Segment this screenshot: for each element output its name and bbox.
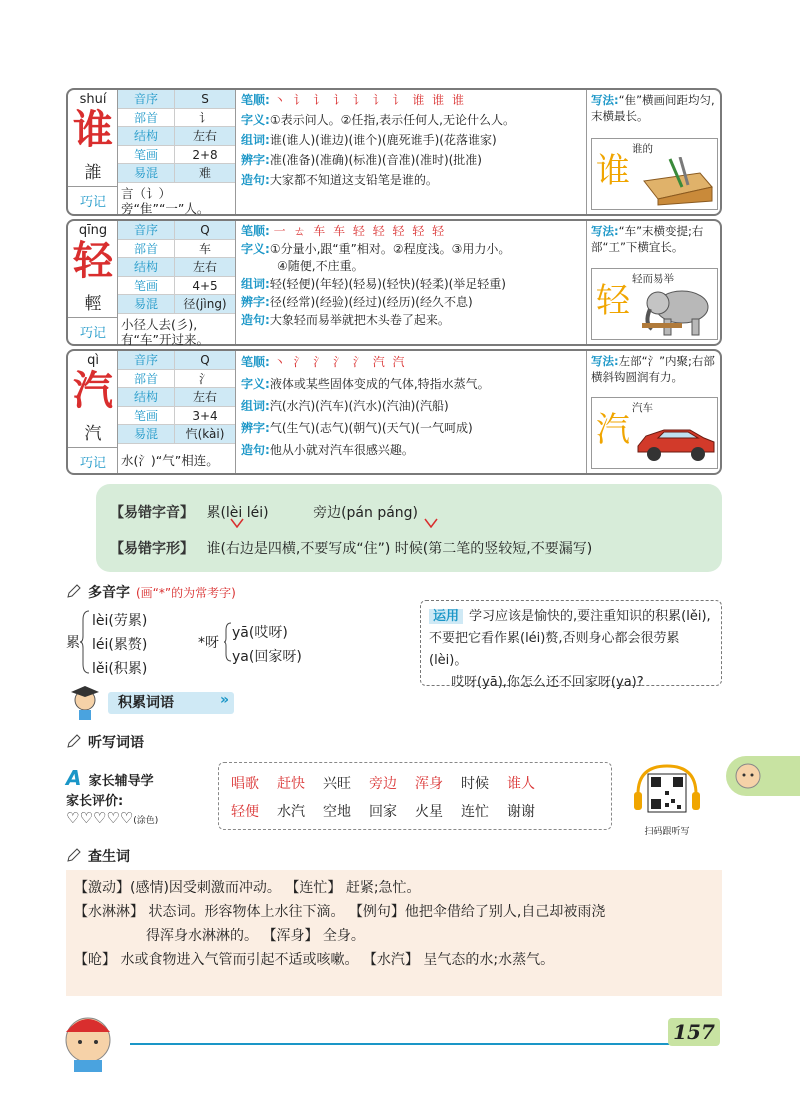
main-character: 谁 [73, 106, 113, 153]
qr-caption: 扫码跟听写 [644, 827, 690, 837]
error-pron-1: 累(lèi léi) [206, 505, 269, 521]
usage-text-1: 学习应该是愉快的,要注重知识的积累(lěi),不要把它看作累(léi)赘,否则身心都会很劳累(lèi)。 [429, 609, 711, 668]
qr-code-block[interactable] [634, 764, 700, 837]
a-plus-logo-icon: A [66, 766, 82, 790]
pinyin: shuí [79, 92, 107, 107]
info-table: 音序 Q 部首 氵 结构 左右 笔画 3+4 易混 忾(kài) [118, 351, 235, 444]
illustration-caption: 轻而易举 [632, 273, 674, 285]
traditional-character: 汽 [84, 424, 102, 444]
lookup-title: 查生词 [66, 846, 130, 866]
info-row: 笔画 2+8 [118, 146, 235, 165]
usage-tag: 运用 [429, 609, 463, 624]
polyphonic-section-title: 多音字 (画“*”的为常考字) [66, 582, 236, 602]
info-table [118, 90, 235, 183]
compare-char: 气(生气)(志气)(朝气)(天气)(一气呵成) [269, 421, 473, 435]
word-group: 汽(水汽)(汽车)(汽水)(汽油)(汽船) [269, 399, 449, 413]
char-column [68, 221, 118, 344]
info-row: 音序 S [118, 90, 235, 109]
illustration-char: 汽 [596, 410, 630, 450]
char-column [68, 351, 118, 473]
qiaoji-text: 言（讠）旁“隹”“一”人。 [121, 186, 210, 216]
info-row: 部首 讠 [118, 109, 235, 128]
main-info: 笔顺: 丶 讠 讠 讠 讠 讠 讠 谁 谁 谁 字义:①表示问人。②任指,表示任何人,无论什么人。 组词:谁(谁人)(谁边)(谁个)(鹿死谁手)(花落谁家) 辨字:准(准备)(准确)(标准)(音准)(准时)(批准) 造句:大家都不知道这支铅笔是谁的。 [235, 90, 587, 214]
qr-code-icon[interactable] [634, 764, 700, 820]
check-mark-icon [230, 518, 244, 528]
qiaoji-text: 水(氵)“气”相连。 [121, 453, 219, 468]
brace-icon [80, 610, 90, 674]
writing-method: “隹”横画间距均匀,末横最长。 [591, 93, 715, 123]
pinyin: qì [87, 353, 99, 368]
writing-method: “车”末横变提;右部“工”下横宜长。 [591, 224, 704, 254]
writing-tip: 写法:“车”末横变提;右部“工”下横宜长。 轻 轻而易举 [587, 221, 722, 344]
heart-rating-icons[interactable]: ♡♡♡♡♡ [66, 809, 134, 827]
compare-char: 准(准备)(准确)(标准)(音准)(准时)(批准) [269, 153, 482, 167]
word-group: 谁(谁人)(谁边)(谁个)(鹿死谁手)(花落谁家) [269, 133, 497, 147]
brace-icon [224, 622, 232, 662]
new-word-line: 【激动】(感情)因受刺激而冲动。 【连忙】 赶紧;急忙。 [74, 880, 421, 896]
ya-char: *呀 [198, 635, 219, 651]
illustration-caption: 谁的 [632, 143, 653, 155]
pencil-box-illustration [640, 157, 716, 207]
info-row: 结构 左右 [118, 127, 235, 146]
writing-tip: 写法:“隹”横画间距均匀,末横最长。 谁 谁的 [587, 90, 722, 214]
new-word-line: 得浑身水淋淋的。 【浑身】 全身。 [146, 928, 365, 944]
illustration-caption: 汽车 [632, 402, 653, 414]
meaning-continued: ④随便,不庄重。 [277, 259, 364, 273]
check-mark-icon [424, 518, 438, 528]
main-info: 笔顺: 丶 氵 氵 氵 氵 汽 汽 字义:液体或某些固体变成的气体,特指水蒸气。 组词:汽(水汽)(汽车)(汽水)(汽油)(汽船) 辨字:气(生气)(志气)(朝气)(天气)(一气呵成) 造句:他从小就对汽车很感兴趣。 [235, 351, 587, 473]
compare-char: 径(经常)(经验)(经过)(经历)(经久不息) [269, 295, 473, 309]
qiaoji-label: 巧记 [68, 317, 118, 346]
qiaoji-label: 巧记 [68, 186, 118, 216]
error-shape-line: 【易错字形】 谁(右边是四横,不要写成“住”) 时候(第二笔的竖较短,不要漏写) [110, 541, 593, 557]
error-shape-text: 谁(右边是四横,不要写成“住”) 时候(第二笔的竖较短,不要漏写) [206, 541, 593, 557]
rating-hearts: ♡♡♡♡♡(涂色) [66, 809, 159, 827]
parent-section [66, 766, 158, 827]
error-pron-2: 旁边(pán páng) [313, 505, 419, 521]
dictation-words-box [218, 762, 612, 830]
pencil-icon [66, 733, 82, 749]
meaning: ①分量小,跟“重”相对。②程度浅。③用力小。 [269, 242, 511, 256]
traditional-character: 誰 [84, 163, 102, 183]
error-pronunciation-line: 【易错字音】 累(lèi léi) 旁边(pán páng) [110, 505, 419, 521]
main-character: 轻 [73, 237, 113, 284]
word-row-1: 唱歌 赶快 兴旺 旁边 浑身 时候 谁人 [231, 776, 535, 792]
info-table: 音序 Q 部首 车 结构 左右 笔画 4+5 易混 径(jìng) [118, 221, 235, 314]
qiaoji-text: 小径人去(彡),有“车”开过来。 [121, 317, 209, 347]
double-chevron-icon: » [220, 692, 230, 708]
info-row: 易混 难 [118, 164, 235, 183]
illustration-box [591, 397, 718, 469]
writing-tip: 写法:左部“氵”内聚;右部横斜钩圆润有力。 汽 汽车 [587, 351, 722, 473]
vocabulary-title: 积累词语 [108, 692, 234, 714]
traditional-character: 輕 [84, 294, 102, 314]
student-mascot-icon [68, 684, 102, 722]
polyphonic-note: (画“*”的为常考字) [136, 586, 236, 600]
example-sentence: 大家都不知道这支铅笔是谁的。 [269, 173, 438, 187]
word-row-2: 轻便 水汽 空地 回家 火星 连忙 谢谢 [231, 804, 535, 820]
pencil-icon [66, 847, 82, 863]
parent-title: 家长辅导学 [88, 774, 154, 789]
new-words-box [66, 870, 722, 996]
footer-decoration [30, 1004, 730, 1074]
char-card-shui [66, 88, 722, 216]
new-word-line: 【水淋淋】 状态词。形容物体上水往下滴。 【例句】他把伞借给了别人,自己却被雨浇 [74, 904, 606, 920]
stroke-order: 丶 氵 氵 氵 氵 汽 汽 [273, 355, 407, 369]
car-illustration [634, 416, 718, 466]
main-info: 笔顺: 一 ㄊ 车 车 轻 轻 轻 轻 轻 字义:①分量小,跟“重”相对。②程度浅。③用力小。 ④随便,不庄重。 组词:轻(轻便)(年轻)(轻易)(轻快)(轻柔)(举足轻重) 辨字:径(经常)(经验)(经过)(经历)(经久不息) 造句:大象轻而易举就把木头卷了起来。 [235, 221, 587, 344]
illustration-box [591, 268, 718, 340]
lei-char: 累 [66, 635, 80, 651]
main-character: 汽 [73, 367, 113, 414]
new-word-line: 【呛】 水或食物进入气管而引起不适或咳嗽。 【水汽】 呈气态的水;水蒸气。 [74, 952, 555, 968]
pencil-icon [66, 583, 82, 599]
error-prone-box [96, 484, 722, 572]
qiaoji-label: 巧记 [68, 447, 118, 475]
dictation-title: 听写词语 [66, 732, 144, 752]
elephant-illustration [636, 283, 716, 339]
face-icon [734, 762, 762, 790]
meaning: ①表示问人。②任指,表示任何人,无论什么人。 [269, 113, 515, 127]
illustration-char: 轻 [596, 281, 630, 321]
word-group: 轻(轻便)(年轻)(轻易)(轻快)(轻柔)(举足轻重) [269, 277, 506, 291]
char-column [68, 90, 118, 214]
page-number: 157 [668, 1018, 720, 1046]
meaning: 液体或某些固体变成的气体,特指水蒸气。 [269, 377, 490, 391]
illustration-box [591, 138, 718, 210]
char-card-qi [66, 349, 722, 475]
usage-box [420, 600, 722, 690]
usage-text-2: 哎呀(yā),你怎么还不回家呀(ya)? [451, 675, 644, 690]
writing-method: 左部“氵”内聚;右部横斜钩圆润有力。 [591, 354, 715, 384]
illustration-char: 谁 [596, 151, 630, 191]
side-tab [726, 756, 800, 796]
stroke-order: 一 ㄊ 车 车 轻 轻 轻 轻 轻 [273, 224, 447, 238]
char-card-qing [66, 219, 722, 346]
example-sentence: 他从小就对汽车很感兴趣。 [269, 443, 414, 457]
parent-eval-label: 家长评价: [66, 794, 124, 809]
example-sentence: 大象轻而易举就把木头卷了起来。 [269, 313, 450, 327]
pinyin: qīng [78, 223, 108, 238]
stroke-order: 丶 讠 讠 讠 讠 讠 讠 谁 谁 谁 [273, 93, 466, 107]
